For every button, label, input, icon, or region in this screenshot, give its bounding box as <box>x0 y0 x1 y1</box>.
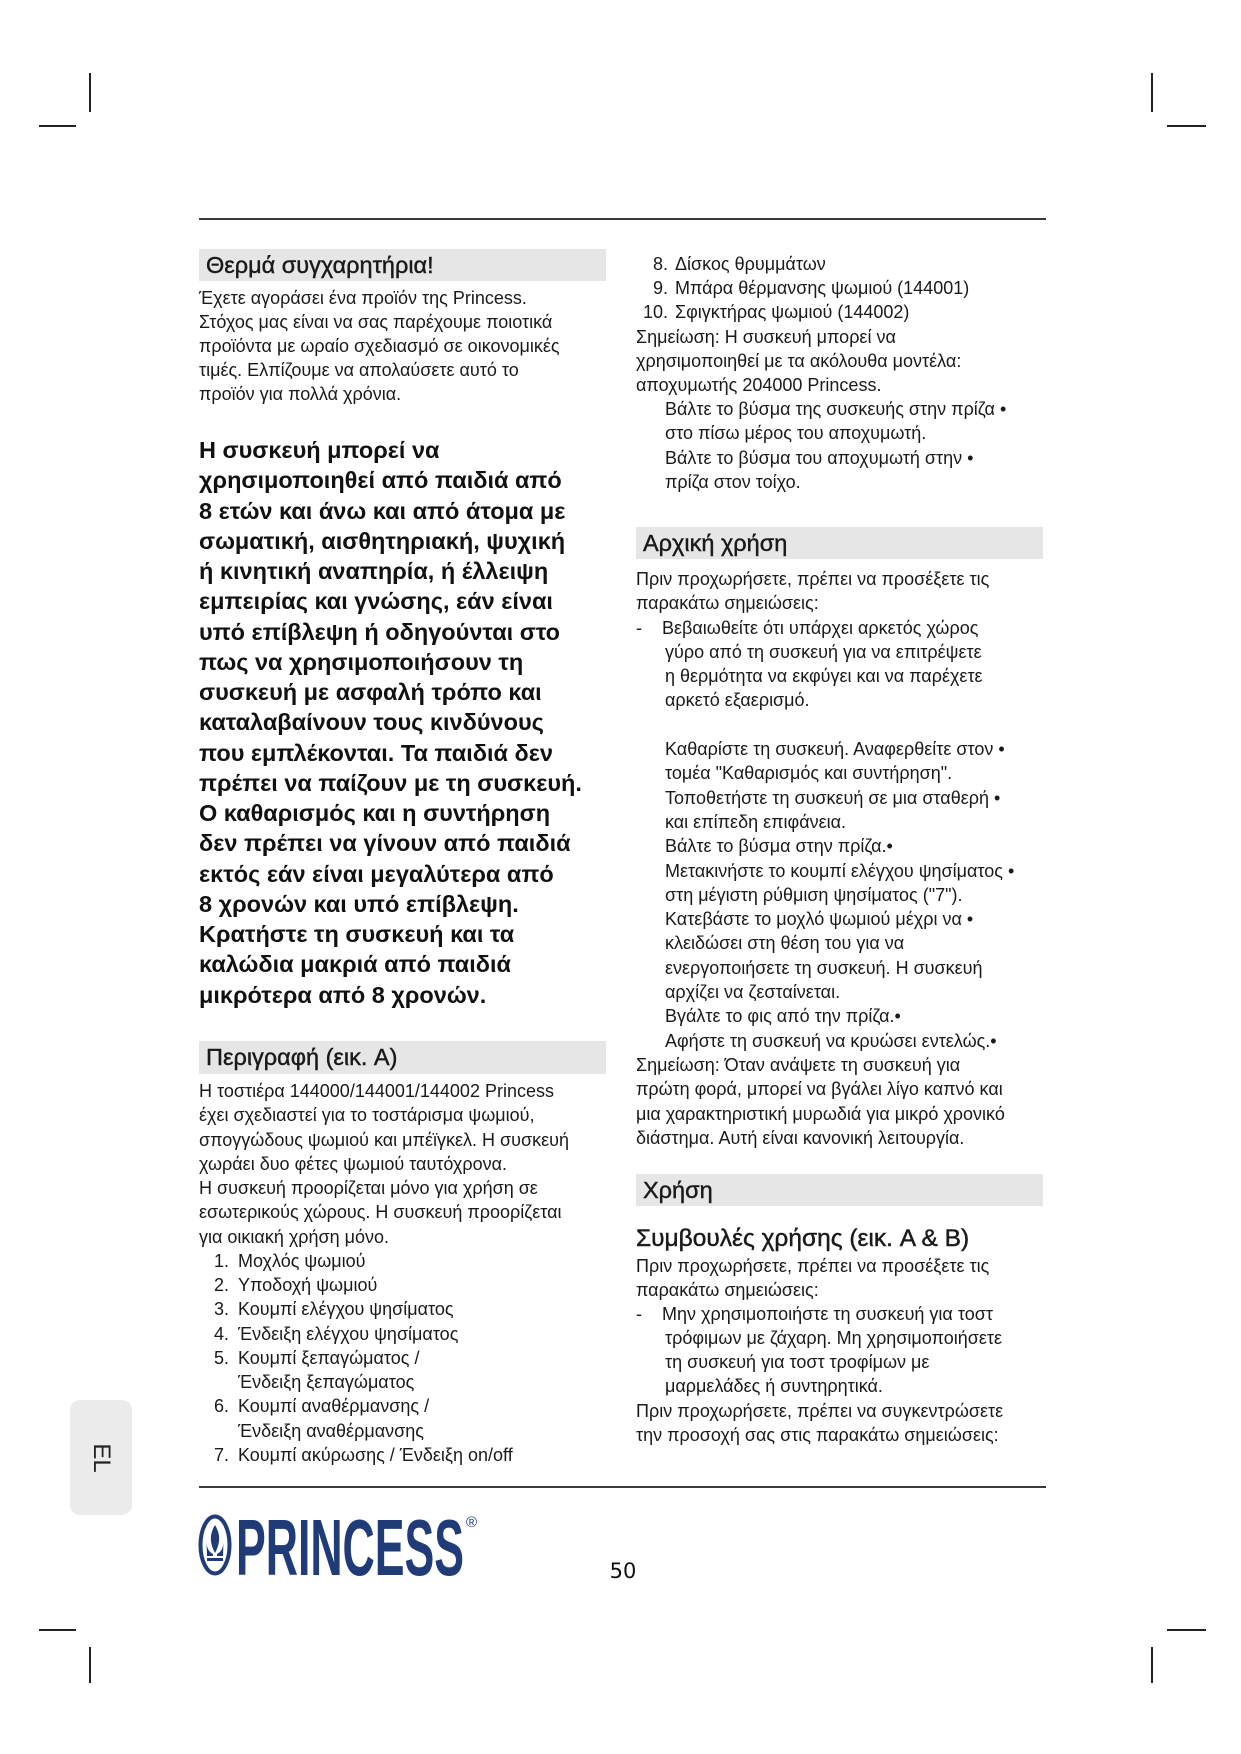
model-step-line: Βάλτε το βύσμα της συσκευής στην πρίζα • <box>665 399 1007 420</box>
description-text-line: εσωτερικούς χώρους. Η συσκευή προορίζεται <box>199 1202 562 1223</box>
part-label: Δίσκος θρυμμάτων <box>675 254 826 274</box>
model-step-line: στο πίσω μέρος του αποχυμωτή. <box>665 423 927 444</box>
use-intro-line: Πριν προχωρήσετε, πρέπει να προσέξετε τις <box>636 1256 990 1276</box>
part-label: Ένδειξη ελέγχου ψησίματος <box>238 1323 459 1344</box>
first-use-section <box>636 567 1014 1150</box>
welcome-paragraph <box>199 286 560 406</box>
safety-text-line: εμπειρίας και γνώσης, εάν είναι <box>199 588 553 615</box>
first-use-intro-line: Πριν προχωρήσετε, πρέπει να προσέξετε τις <box>636 569 990 589</box>
part-list-item <box>199 1322 569 1346</box>
use-section <box>636 1254 1003 1447</box>
first-use-step-line: Βγάλτε το φις από την πρίζα.• <box>665 1006 901 1027</box>
safety-text-line: Ο καθαρισμός και η συντήρηση <box>199 800 551 826</box>
safety-text-line: δεν πρέπει να γίνουν από παιδιά <box>199 830 571 857</box>
first-use-note-line: πρώτη φορά, μπορεί να βγάλει λίγο καπνό και <box>636 1079 1003 1100</box>
description-section <box>199 1079 569 1467</box>
first-use-dash-item <box>636 616 1014 640</box>
part-list-item <box>199 1394 569 1418</box>
safety-text-line: συσκευή με ασφαλή τρόπο και <box>199 679 542 705</box>
first-use-step-line: και επίπεδη επιφάνεια. <box>665 811 847 832</box>
blank-line <box>636 713 1014 737</box>
description-heading: Περιγραφή (εικ. A) <box>199 1041 606 1074</box>
use-intro-line: παρακάτω σημειώσεις: <box>636 1280 819 1301</box>
safety-text-line: που εμπλέκονται. Τα παιδιά δεν <box>199 739 553 766</box>
first-use-heading: Αρχική χρήση <box>636 527 1043 559</box>
bottom-rule <box>199 1486 1046 1488</box>
welcome-text-line: τιμές. Ελπίζουμε να απολαύσετε αυτό το <box>199 360 519 380</box>
part-list-item <box>199 1443 569 1467</box>
safety-text-line: εκτός εάν είναι μεγαλύτερα από <box>199 860 554 887</box>
part-label: Μοχλός ψωμιού <box>238 1250 366 1271</box>
dash-item-continuation: μαρμελάδες ή συντηρητικά. <box>665 1376 883 1397</box>
part-number: 4. <box>213 1323 229 1344</box>
part-label: Κουμπί ακύρωσης / Ένδειξη on/off <box>238 1444 513 1465</box>
princess-logo <box>197 1503 487 1587</box>
first-use-step-line: αρχίζει να ζεσταίνεται. <box>665 982 841 1003</box>
safety-text-line: καλώδια μακριά από παιδιά <box>199 951 511 978</box>
safety-text-line: πως να χρησιμοποιήσουν τη <box>199 648 524 675</box>
safety-warning <box>199 435 582 1010</box>
logo-wordmark: PRINCESS <box>236 1503 464 1587</box>
dash-item-continuation: η θερμότητα να εκφύγει και να παρέχετε <box>665 666 983 687</box>
page-number: 50 <box>609 1559 637 1583</box>
crop-mark-top-left-horizontal <box>39 125 76 127</box>
first-use-step-line: στη μέγιστη ρύθμιση ψησίματος ("7"). <box>665 884 963 905</box>
first-use-note-line: Σημείωση: Όταν ανάψετε τη συσκευή για <box>636 1054 961 1075</box>
safety-text-line: χρησιμοποιηθεί από παιδιά από <box>199 467 562 494</box>
description-text-line: Η συσκευή προορίζεται μόνο για χρήση σε <box>199 1178 538 1199</box>
part-label: Κουμπί ελέγχου ψησίματος <box>238 1299 454 1320</box>
first-use-step-line: Κατεβάστε το μοχλό ψωμιού μέχρι να • <box>665 909 974 930</box>
model-step-line: Βάλτε το βύσμα του αποχυμωτή στην • <box>665 447 974 468</box>
part-label: Σφιγκτήρας ψωμιού (144002) <box>675 302 910 323</box>
registered-mark: ® <box>466 1514 478 1531</box>
welcome-text-line: προϊόντα με ωραίο σχεδιασμό σε οικονομικές <box>199 336 560 356</box>
first-use-note-line: μια χαρακτηριστική μυρωδιά για μικρό χρονικό <box>636 1103 1005 1124</box>
part-number: 5. <box>213 1347 229 1368</box>
safety-text-line: Κρατήστε τη συσκευή και τα <box>199 921 515 947</box>
part-list-item <box>636 300 1006 324</box>
model-note-line: αποχυμωτής 204000 Princess. <box>636 375 882 396</box>
crop-mark-bottom-right-horizontal <box>1167 1629 1206 1631</box>
first-use-step-line: τομέα "Καθαρισμός και συντήρηση". <box>665 763 953 784</box>
description-text-line: για οικιακή χρήση μόνο. <box>199 1226 390 1247</box>
dash-item-text: Βεβαιωθείτε ότι υπάρχει αρκετός χώρος <box>662 617 979 638</box>
part-number: 8. <box>652 254 668 274</box>
part-number: 2. <box>213 1275 229 1296</box>
description-text-line: Η τοστιέρα 144000/144001/144002 Princess <box>199 1081 554 1101</box>
language-tab-label: EL <box>88 1442 115 1473</box>
model-note-line: χρησιμοποιηθεί με τα ακόλουθα μοντέλα: <box>636 350 962 371</box>
part-list-item <box>636 252 1006 276</box>
first-use-note-line: διάστημα. Αυτή είναι κανονική λειτουργία. <box>636 1127 965 1148</box>
model-note-line: Σημείωση: Η συσκευή μπορεί να <box>636 326 896 347</box>
dash-marker: - <box>636 1304 642 1325</box>
description-text-line: σπογγώδους ψωμιού και μπέϊγκελ. Η συσκευή <box>199 1129 569 1150</box>
part-number: 9. <box>652 278 668 299</box>
part-number: 1. <box>213 1250 229 1271</box>
first-use-step-line: Τοποθετήστε τη συσκευή σε μια σταθερή • <box>665 787 1001 808</box>
crop-mark-top-left-vertical <box>89 73 91 112</box>
description-text-line: χωράει δυο φέτες ψωμιού ταυτόχρονα. <box>199 1153 508 1174</box>
safety-text-line: 8 χρονών και υπό επίβλεψη. <box>199 890 519 917</box>
safety-text-line: Η συσκευή μπορεί να <box>199 437 440 463</box>
part-label: Υποδοχή ψωμιού <box>238 1275 378 1296</box>
crop-mark-bottom-left-vertical <box>89 1647 91 1683</box>
part-label: Μπάρα θέρμανσης ψωμιού (144001) <box>675 278 970 299</box>
safety-text-line: ή κινητική αναπηρία, ή έλλειψη <box>199 558 549 584</box>
use-outro-line: Πριν προχωρήσετε, πρέπει να συγκεντρώσετε <box>636 1400 1004 1421</box>
part-number: 7. <box>213 1444 229 1465</box>
first-use-step-line: Μετακινήστε το κουμπί ελέγχου ψησίματος • <box>665 860 1015 881</box>
welcome-heading: Θερμά συγχαρητήρια! <box>199 249 606 281</box>
crop-mark-bottom-left-horizontal <box>39 1629 76 1631</box>
first-use-step-line: κλειδώσει στη θέση του για να <box>665 933 905 954</box>
first-use-intro-line: παρακάτω σημειώσεις: <box>636 593 819 614</box>
safety-text-line: υπό επίβλεψη ή οδηγούνται στο <box>199 618 561 645</box>
welcome-text-line: Στόχος μας είναι να σας παρέχουμε ποιοτικά <box>199 312 553 332</box>
safety-text-line: μικρότερα από 8 χρονών. <box>199 981 487 1008</box>
part-number: 6. <box>213 1396 229 1417</box>
crop-mark-top-right-vertical <box>1151 73 1153 112</box>
language-tab <box>70 1400 132 1515</box>
dash-item-continuation: γύρο από τη συσκευή για να επιτρέψετε <box>665 641 982 662</box>
part-number: 3. <box>213 1299 229 1320</box>
part-label: Κουμπί ξεπαγώματος / <box>238 1347 420 1368</box>
safety-text-line: πρέπει να παίζουν με τη συσκευή. <box>199 769 582 796</box>
dash-item-continuation: τη συσκευή για τοστ τροφίμων με <box>665 1352 930 1373</box>
safety-text-line: καταλαβαίνουν τους κινδύνους <box>199 709 544 736</box>
first-use-step-line: Βάλτε το βύσμα στην πρίζα.• <box>665 836 893 857</box>
part-list-item <box>199 1346 569 1370</box>
part-list-item <box>199 1297 569 1321</box>
description-text-line: έχει σχεδιαστεί για το τοστάρισμα ψωμιού, <box>199 1105 535 1126</box>
safety-text-line: σωματική, αισθητηριακή, ψυχική <box>199 527 566 554</box>
part-label: Κουμπί αναθέρμανσης / <box>238 1396 430 1417</box>
part-number: 10. <box>642 302 668 323</box>
princess-crest-icon <box>201 1517 230 1574</box>
dash-marker: - <box>636 617 642 638</box>
first-use-step-line: Καθαρίστε τη συσκευή. Αναφερθείτε στον • <box>665 739 1005 760</box>
part-label-continuation: Ένδειξη ξεπαγώματος <box>238 1372 415 1393</box>
use-heading: Χρήση <box>636 1174 1043 1206</box>
model-step-line: πρίζα στον τοίχο. <box>665 471 801 492</box>
part-list-item <box>199 1249 569 1273</box>
dash-item-continuation: τρόφιμων με ζάχαρη. Μη χρησιμοποιήσετε <box>665 1328 1003 1349</box>
welcome-text-line: Έχετε αγοράσει ένα προϊόν της Princess. <box>199 288 527 308</box>
use-dash-item <box>636 1302 1003 1326</box>
welcome-text-line: προϊόν για πολλά χρόνια. <box>199 384 402 404</box>
top-rule <box>199 218 1046 220</box>
safety-text-line: 8 ετών και άνω και από άτομα με <box>199 497 566 524</box>
dash-item-continuation: αρκετό εξαερισμό. <box>665 690 810 711</box>
first-use-step-line: Αφήστε τη συσκευή να κρυώσει εντελώς.• <box>665 1030 997 1051</box>
parts-continued-section <box>636 252 1006 494</box>
usage-tips-subheading: Συμβουλές χρήσης (εικ. A & B) <box>636 1225 970 1252</box>
crop-mark-bottom-right-vertical <box>1151 1647 1153 1683</box>
part-list-item <box>636 276 1006 300</box>
use-outro-line: την προσοχή σας στις παρακάτω σημειώσεις: <box>636 1424 999 1445</box>
crop-mark-top-right-horizontal <box>1167 125 1206 127</box>
part-label-continuation: Ένδειξη αναθέρμανσης <box>238 1420 424 1441</box>
dash-item-text: Μην χρησιμοποιήστε τη συσκευή για τοστ <box>662 1304 993 1325</box>
part-list-item <box>199 1273 569 1297</box>
first-use-step-line: ενεργοποιήσετε τη συσκευή. Η συσκευή <box>665 957 983 978</box>
